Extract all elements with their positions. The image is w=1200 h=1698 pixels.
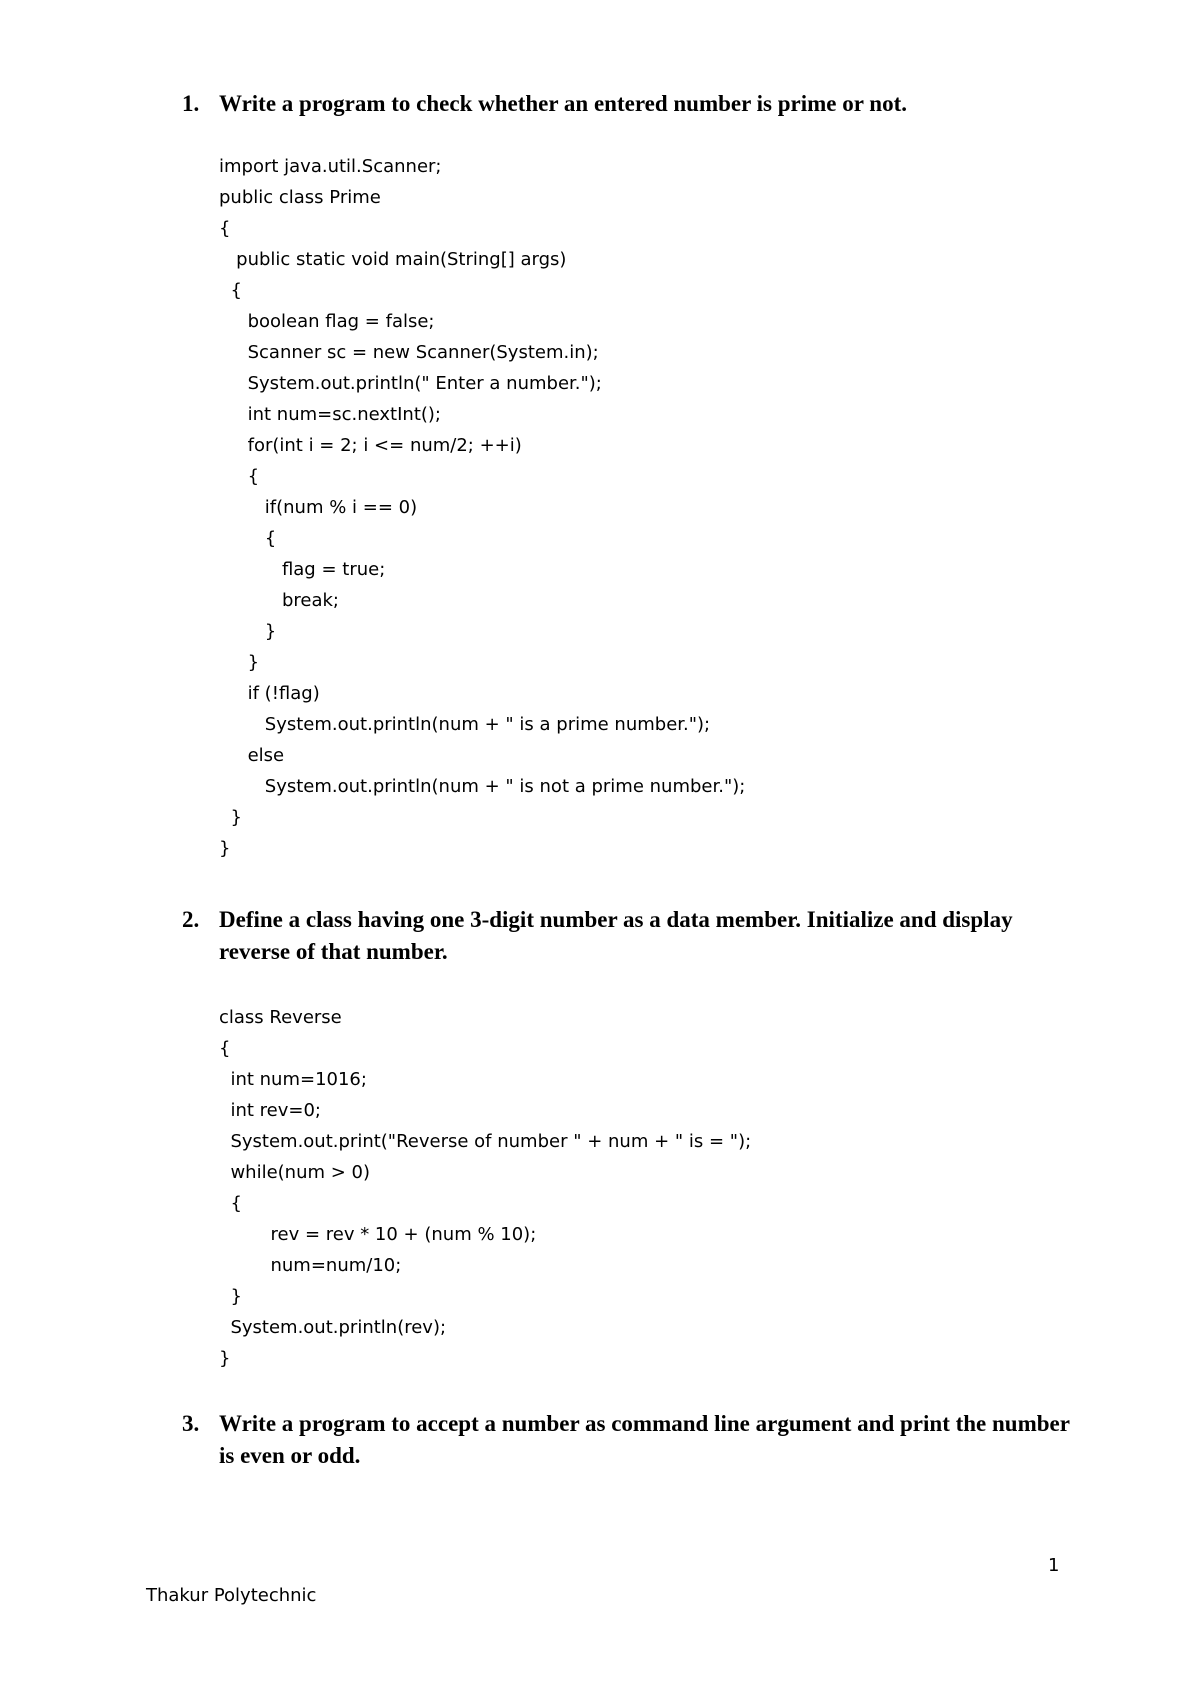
question-number: 2. (182, 907, 200, 932)
code-line: System.out.println(rev); (219, 1317, 447, 1338)
code-line: for(int i = 2; i <= num/2; ++i) (219, 435, 522, 456)
question-text: Write a program to check whether an entered number is prime or not. (219, 91, 908, 116)
code-line: boolean flag = false; (219, 311, 435, 332)
code-line: while(num > 0) (219, 1162, 371, 1183)
code-line: } (219, 807, 242, 828)
code-line: import java.util.Scanner; (219, 156, 442, 177)
page-number: 1 (1048, 1555, 1060, 1576)
code-line: System.out.println(num + " is not a prime number."); (219, 776, 746, 797)
code-line: } (219, 1348, 231, 1369)
code-line: int rev=0; (219, 1100, 321, 1121)
code-line: { (219, 1193, 242, 1214)
code-line: Scanner sc = new Scanner(System.in); (219, 342, 599, 363)
code-line: { (219, 466, 260, 487)
code-line: System.out.print("Reverse of number " + num + " is = "); (219, 1131, 752, 1152)
code-line: class Reverse (219, 1007, 342, 1028)
code-line: public class Prime (219, 187, 381, 208)
question-number: 3. (182, 1411, 200, 1436)
code-line: rev = rev * 10 + (num % 10); (219, 1224, 537, 1245)
question-text: Write a program to accept a number as command line argument and print the number is even or odd. (219, 1411, 1070, 1468)
code-line: } (219, 1286, 242, 1307)
code-line: if (!flag) (219, 683, 320, 704)
code-line: else (219, 745, 285, 766)
question-text: Define a class having one 3-digit number as a data member. Initialize and display reverse of that number. (219, 907, 1013, 964)
code-line: } (219, 652, 260, 673)
code-line: int num=1016; (219, 1069, 367, 1090)
code-line: { (219, 528, 277, 549)
code-line: if(num % i == 0) (219, 497, 418, 518)
code-line: } (219, 621, 277, 642)
code-line: int num=sc.nextInt(); (219, 404, 441, 425)
code-line: { (219, 218, 231, 239)
question-number: 1. (182, 91, 200, 116)
code-line: System.out.println(" Enter a number."); (219, 373, 602, 394)
code-block-reverse (219, 1002, 751, 1374)
code-block-prime (219, 151, 745, 864)
code-line: { (219, 280, 242, 301)
code-line: flag = true; (219, 559, 386, 580)
code-line: { (219, 1038, 231, 1059)
code-line: } (219, 838, 231, 859)
footer-institution: Thakur Polytechnic (146, 1585, 317, 1606)
code-line: public static void main(String[] args) (219, 249, 567, 270)
code-line: System.out.println(num + " is a prime number."); (219, 714, 711, 735)
code-line: num=num/10; (219, 1255, 402, 1276)
code-line: break; (219, 590, 339, 611)
